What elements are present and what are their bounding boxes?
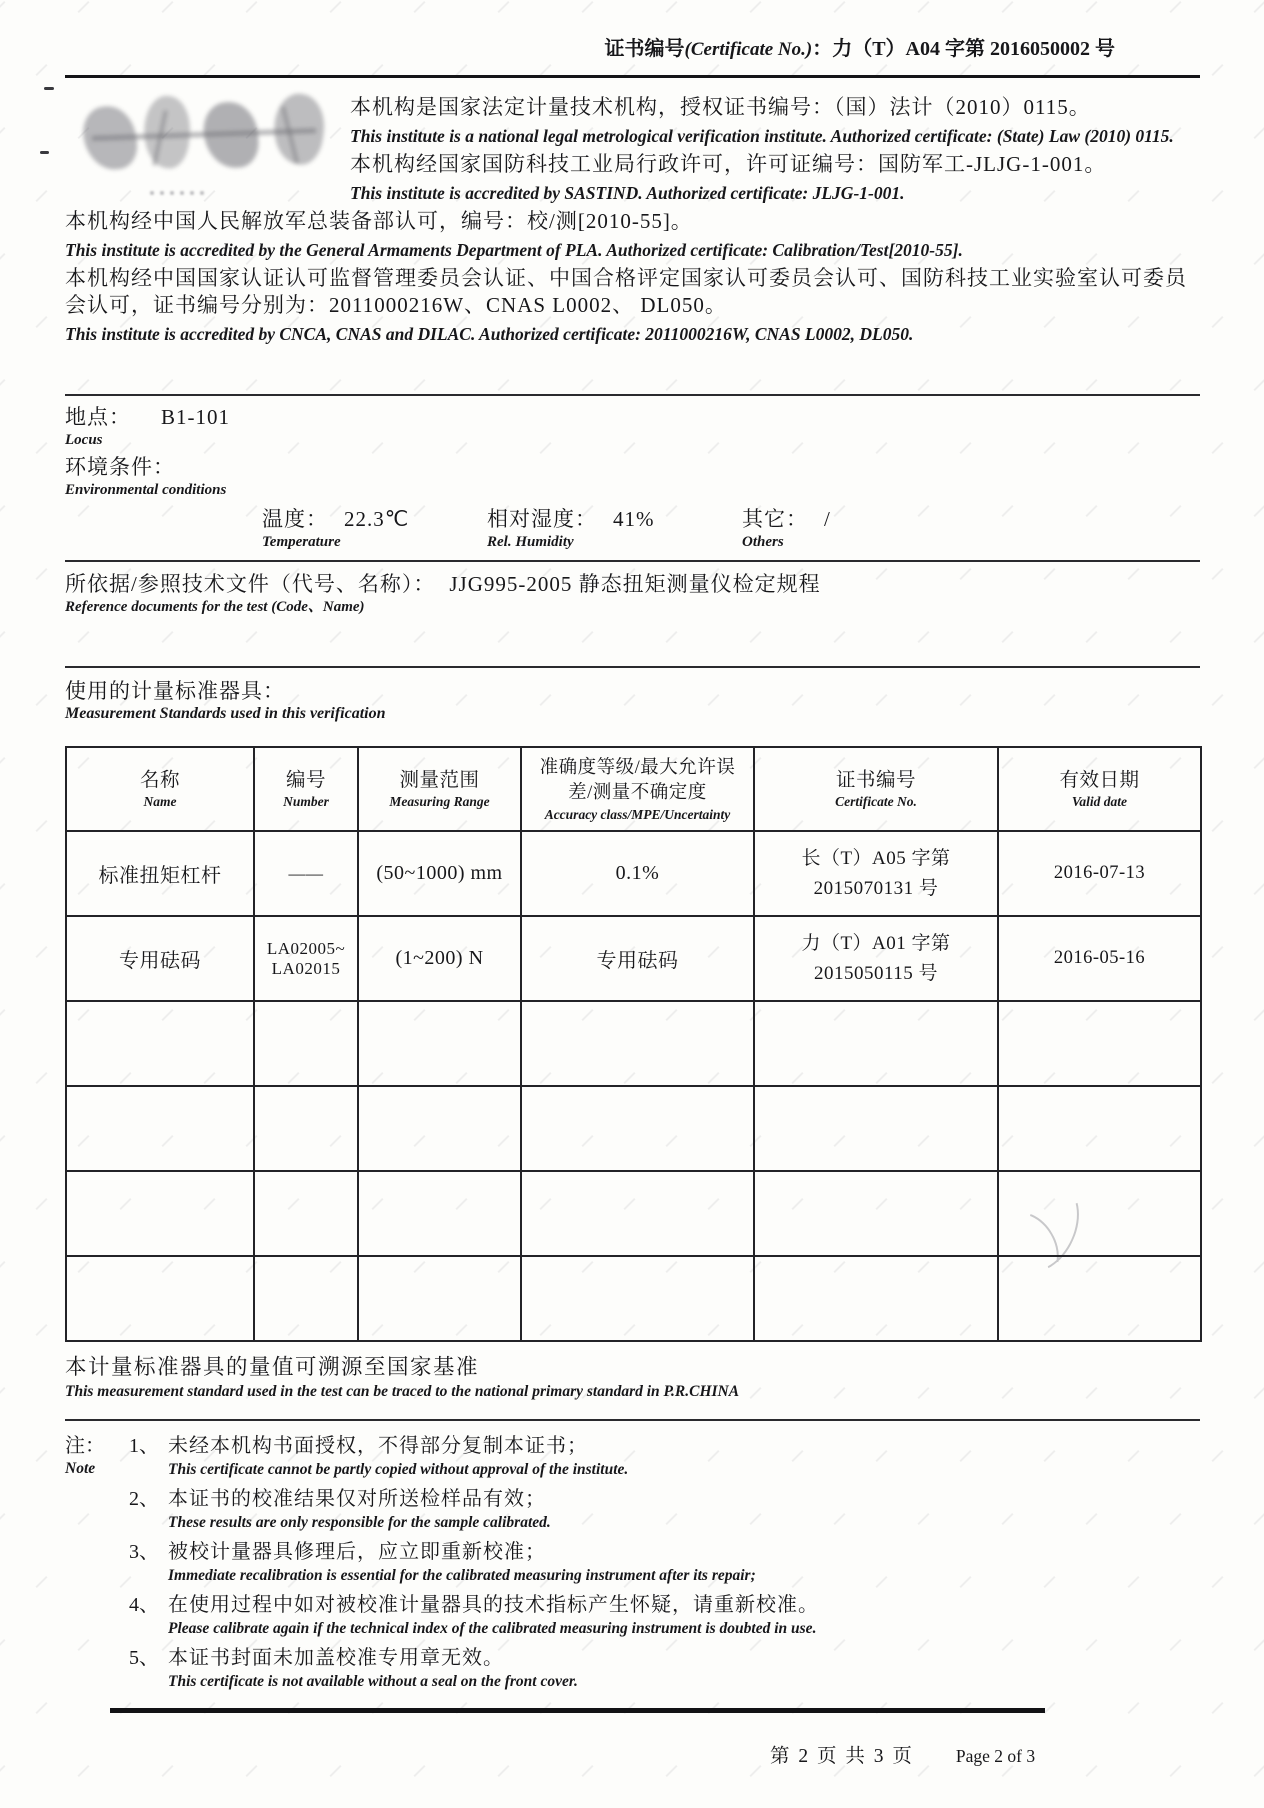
header-divider — [65, 75, 1200, 78]
standards-table-cell — [358, 1256, 521, 1341]
note-text-en: These results are only responsible for the sample calibrated. — [168, 1514, 551, 1531]
temperature-value: 22.3℃ — [344, 507, 410, 531]
standards-table-row — [66, 831, 1201, 916]
locus-label-en: Locus — [65, 432, 103, 448]
standards-table-cell: LA02005~ LA02015 — [254, 916, 358, 1001]
standards-table-cell: (1~200) N — [358, 916, 521, 1001]
temperature-label-en: Temperature — [262, 534, 341, 550]
env-label-cn: 环境条件： — [65, 455, 175, 479]
note-text-cn: 在使用过程中如对被校准计量器具的技术指标产生怀疑，请重新校准。 — [168, 1594, 819, 1616]
footer-divider — [110, 1708, 1045, 1713]
standards-table-cell — [521, 1256, 754, 1341]
note-text-cn: 本证书封面未加盖校准专用章无效。 — [168, 1647, 504, 1669]
note-text-en: This certificate is not available without a seal on the front cover. — [168, 1673, 578, 1690]
standards-table-cell — [358, 1171, 521, 1256]
locus-label-cn: 地点： — [65, 405, 131, 429]
note-text-en: This certificate cannot be partly copied without approval of the institute. — [168, 1461, 629, 1478]
standards-table-cell — [521, 1001, 754, 1086]
accreditation-1-cn: 本机构是国家法定计量技术机构，授权证书编号：（国）法计（2010）0115。 — [350, 95, 1091, 119]
standards-table-cell — [998, 1256, 1201, 1341]
standards-table-row — [66, 916, 1201, 1001]
reference-documents-section — [65, 571, 1200, 617]
standards-table-row — [66, 1256, 1201, 1341]
certificate-no-label-en: (Certificate No.) — [684, 39, 813, 60]
accreditation-2-cn: 本机构经国家国防科技工业局行政许可，许可证编号：国防军工-JLJG-1-001。 — [350, 152, 1107, 176]
locus-value: B1-101 — [161, 405, 230, 429]
section-divider — [65, 560, 1200, 562]
standards-table-cell — [998, 1171, 1201, 1256]
notes-label-en: Note — [65, 1460, 96, 1477]
humidity-field — [487, 506, 655, 552]
header-cell-name: 名称 Name — [66, 747, 254, 831]
standards-table — [65, 746, 1202, 1342]
standards-table-cell — [66, 1256, 254, 1341]
note-number: 3、 — [129, 1541, 159, 1563]
standards-table-cell — [998, 1001, 1201, 1086]
scan-artifact — [44, 87, 54, 90]
standards-table-cell: (50~1000) mm — [358, 831, 521, 916]
standards-table-cell — [66, 1001, 254, 1086]
header-cell-number: 编号 Number — [254, 747, 358, 831]
reference-label-en: Reference documents for the test (Code、Name) — [65, 599, 365, 615]
standards-table-cell — [66, 1086, 254, 1171]
locus-environment-section — [65, 404, 1200, 558]
certificate-no-value: 力（T）A04 字第 2016050002 号 — [832, 38, 1115, 60]
page-number-en: Page 2 of 3 — [955, 1746, 1036, 1766]
standards-table-cell — [254, 1001, 358, 1086]
standards-table-cell — [521, 1171, 754, 1256]
standards-table-cell — [358, 1001, 521, 1086]
standards-table-cell — [254, 1086, 358, 1171]
certificate-number-header — [605, 32, 1115, 61]
standards-table-cell: 2016-05-16 — [998, 916, 1201, 1001]
header-cell-valid-date: 有效日期 Valid date — [998, 747, 1201, 831]
note-text-en: Please calibrate again if the technical index of the calibrated measuring instrument is doubted in use. — [168, 1620, 817, 1637]
standards-table-cell — [358, 1086, 521, 1171]
others-label-en: Others — [742, 534, 784, 550]
humidity-value: 41% — [613, 507, 655, 531]
accreditation-3-en: This institute is accredited by the General Armaments Department of PLA. Authorized certificate: Calibration/Test[2010-55]. — [65, 240, 963, 260]
accreditation-3-cn: 本机构经中国人民解放军总装备部认可，编号：校/测[2010-55]。 — [65, 209, 693, 233]
accreditation-4-cn: 本机构经中国国家认证认可监督管理委员会认证、中国合格评定国家认可委员会认可、国防科技工业实验室认可委员会认可，证书编号分别为：2011000216W、CNAS L0002、 DL050。 — [65, 266, 1187, 317]
standards-table-cell — [754, 1001, 998, 1086]
notes-label-cn: 注： — [65, 1435, 105, 1457]
header-cell-range: 测量范围 Measuring Range — [358, 747, 521, 831]
notes-list — [129, 1433, 819, 1698]
standards-table-cell: 专用砝码 — [66, 916, 254, 1001]
note-item — [129, 1592, 819, 1639]
reference-value: JJG995-2005 静态扭矩测量仪检定规程 — [449, 572, 821, 596]
environment-values-row — [65, 506, 1200, 558]
standards-table-cell — [754, 1171, 998, 1256]
standards-title-cn: 使用的计量标准器具： — [65, 679, 285, 703]
standards-table-cell: —— — [254, 831, 358, 916]
standards-table-cell: 标准扭矩杠杆 — [66, 831, 254, 916]
standards-table-cell: 0.1% — [521, 831, 754, 916]
standards-table-cell — [998, 1086, 1201, 1171]
accreditation-4-en: This institute is accredited by CNCA, CNAS and DILAC. Authorized certificate: 2011000216W, CNAS L0002, DL050. — [65, 324, 914, 344]
reference-label-cn: 所依据/参照技术文件（代号、名称）： — [65, 572, 436, 596]
section-divider — [65, 666, 1200, 668]
env-label-en: Environmental conditions — [65, 482, 227, 498]
scan-artifact — [40, 151, 49, 154]
notes-section — [65, 1433, 1200, 1698]
accreditation-1-en: This institute is a national legal metrological verification institute. Authorized certificate: (State) Law (2010) 0115. — [350, 126, 1174, 146]
note-number: 2、 — [129, 1488, 159, 1510]
section-divider — [65, 394, 1200, 396]
standards-table-cell: 长（T）A05 字第 2015070131 号 — [754, 831, 998, 916]
standards-table-cell — [754, 1086, 998, 1171]
others-field — [742, 506, 831, 552]
note-item — [129, 1433, 819, 1480]
note-number: 5、 — [129, 1647, 159, 1669]
note-text-cn: 未经本机构书面授权，不得部分复制本证书； — [168, 1435, 588, 1457]
standards-table-cell: 专用砝码 — [521, 916, 754, 1001]
standards-table-cell — [521, 1086, 754, 1171]
others-value: / — [824, 507, 831, 531]
standards-table-cell — [254, 1171, 358, 1256]
humidity-label-cn: 相对湿度： — [487, 507, 597, 531]
page-number-cn: 第 2 页 共 3 页 — [770, 1746, 914, 1767]
accreditation-section — [65, 94, 1200, 349]
certificate-no-colon: ： — [812, 38, 833, 60]
header-cell-certificate: 证书编号 Certificate No. — [754, 747, 998, 831]
note-text-cn: 本证书的校准结果仅对所送检样品有效； — [168, 1488, 546, 1510]
standards-table-cell — [754, 1256, 998, 1341]
note-text-en: Immediate recalibration is essential for the calibrated measuring instrument after its repair; — [168, 1567, 756, 1584]
standards-table-row — [66, 1001, 1201, 1086]
standards-table-row — [66, 1086, 1201, 1171]
standards-table-cell: 2016-07-13 — [998, 831, 1201, 916]
header-cell-accuracy: 准确度等级/最大允许误差/测量不确定度 Accuracy class/MPE/Uncertainty — [521, 747, 754, 831]
accreditation-2-en: This institute is accredited by SASTIND. Authorized certificate: JLJG-1-001. — [350, 183, 905, 203]
traceability-statement — [65, 1353, 1200, 1402]
standards-table-cell — [254, 1256, 358, 1341]
note-item — [129, 1486, 819, 1533]
certificate-no-label-cn: 证书编号 — [604, 38, 685, 60]
standards-table-row — [66, 1171, 1201, 1256]
standards-table-cell — [66, 1171, 254, 1256]
standards-table-cell: 力（T）A01 字第 2015050115 号 — [754, 916, 998, 1001]
note-item — [129, 1539, 819, 1586]
traceability-en: This measurement standard used in the test can be traced to the national primary standard in P.R.CHINA — [65, 1383, 740, 1400]
note-item — [129, 1645, 819, 1692]
traceability-cn: 本计量标准器具的量值可溯源至国家基准 — [65, 1355, 480, 1379]
standards-title-en: Measurement Standards used in this verification — [65, 705, 386, 722]
temperature-field — [262, 506, 409, 552]
others-label-cn: 其它： — [742, 507, 808, 531]
section-divider — [65, 1419, 1200, 1421]
note-number: 1、 — [129, 1435, 159, 1457]
temperature-label-cn: 温度： — [262, 507, 328, 531]
humidity-label-en: Rel. Humidity — [487, 534, 574, 550]
standards-table-header-row — [66, 747, 1201, 831]
note-number: 4、 — [129, 1594, 159, 1616]
standards-title — [65, 678, 1200, 723]
note-text-cn: 被校计量器具修理后，应立即重新校准； — [168, 1541, 546, 1563]
